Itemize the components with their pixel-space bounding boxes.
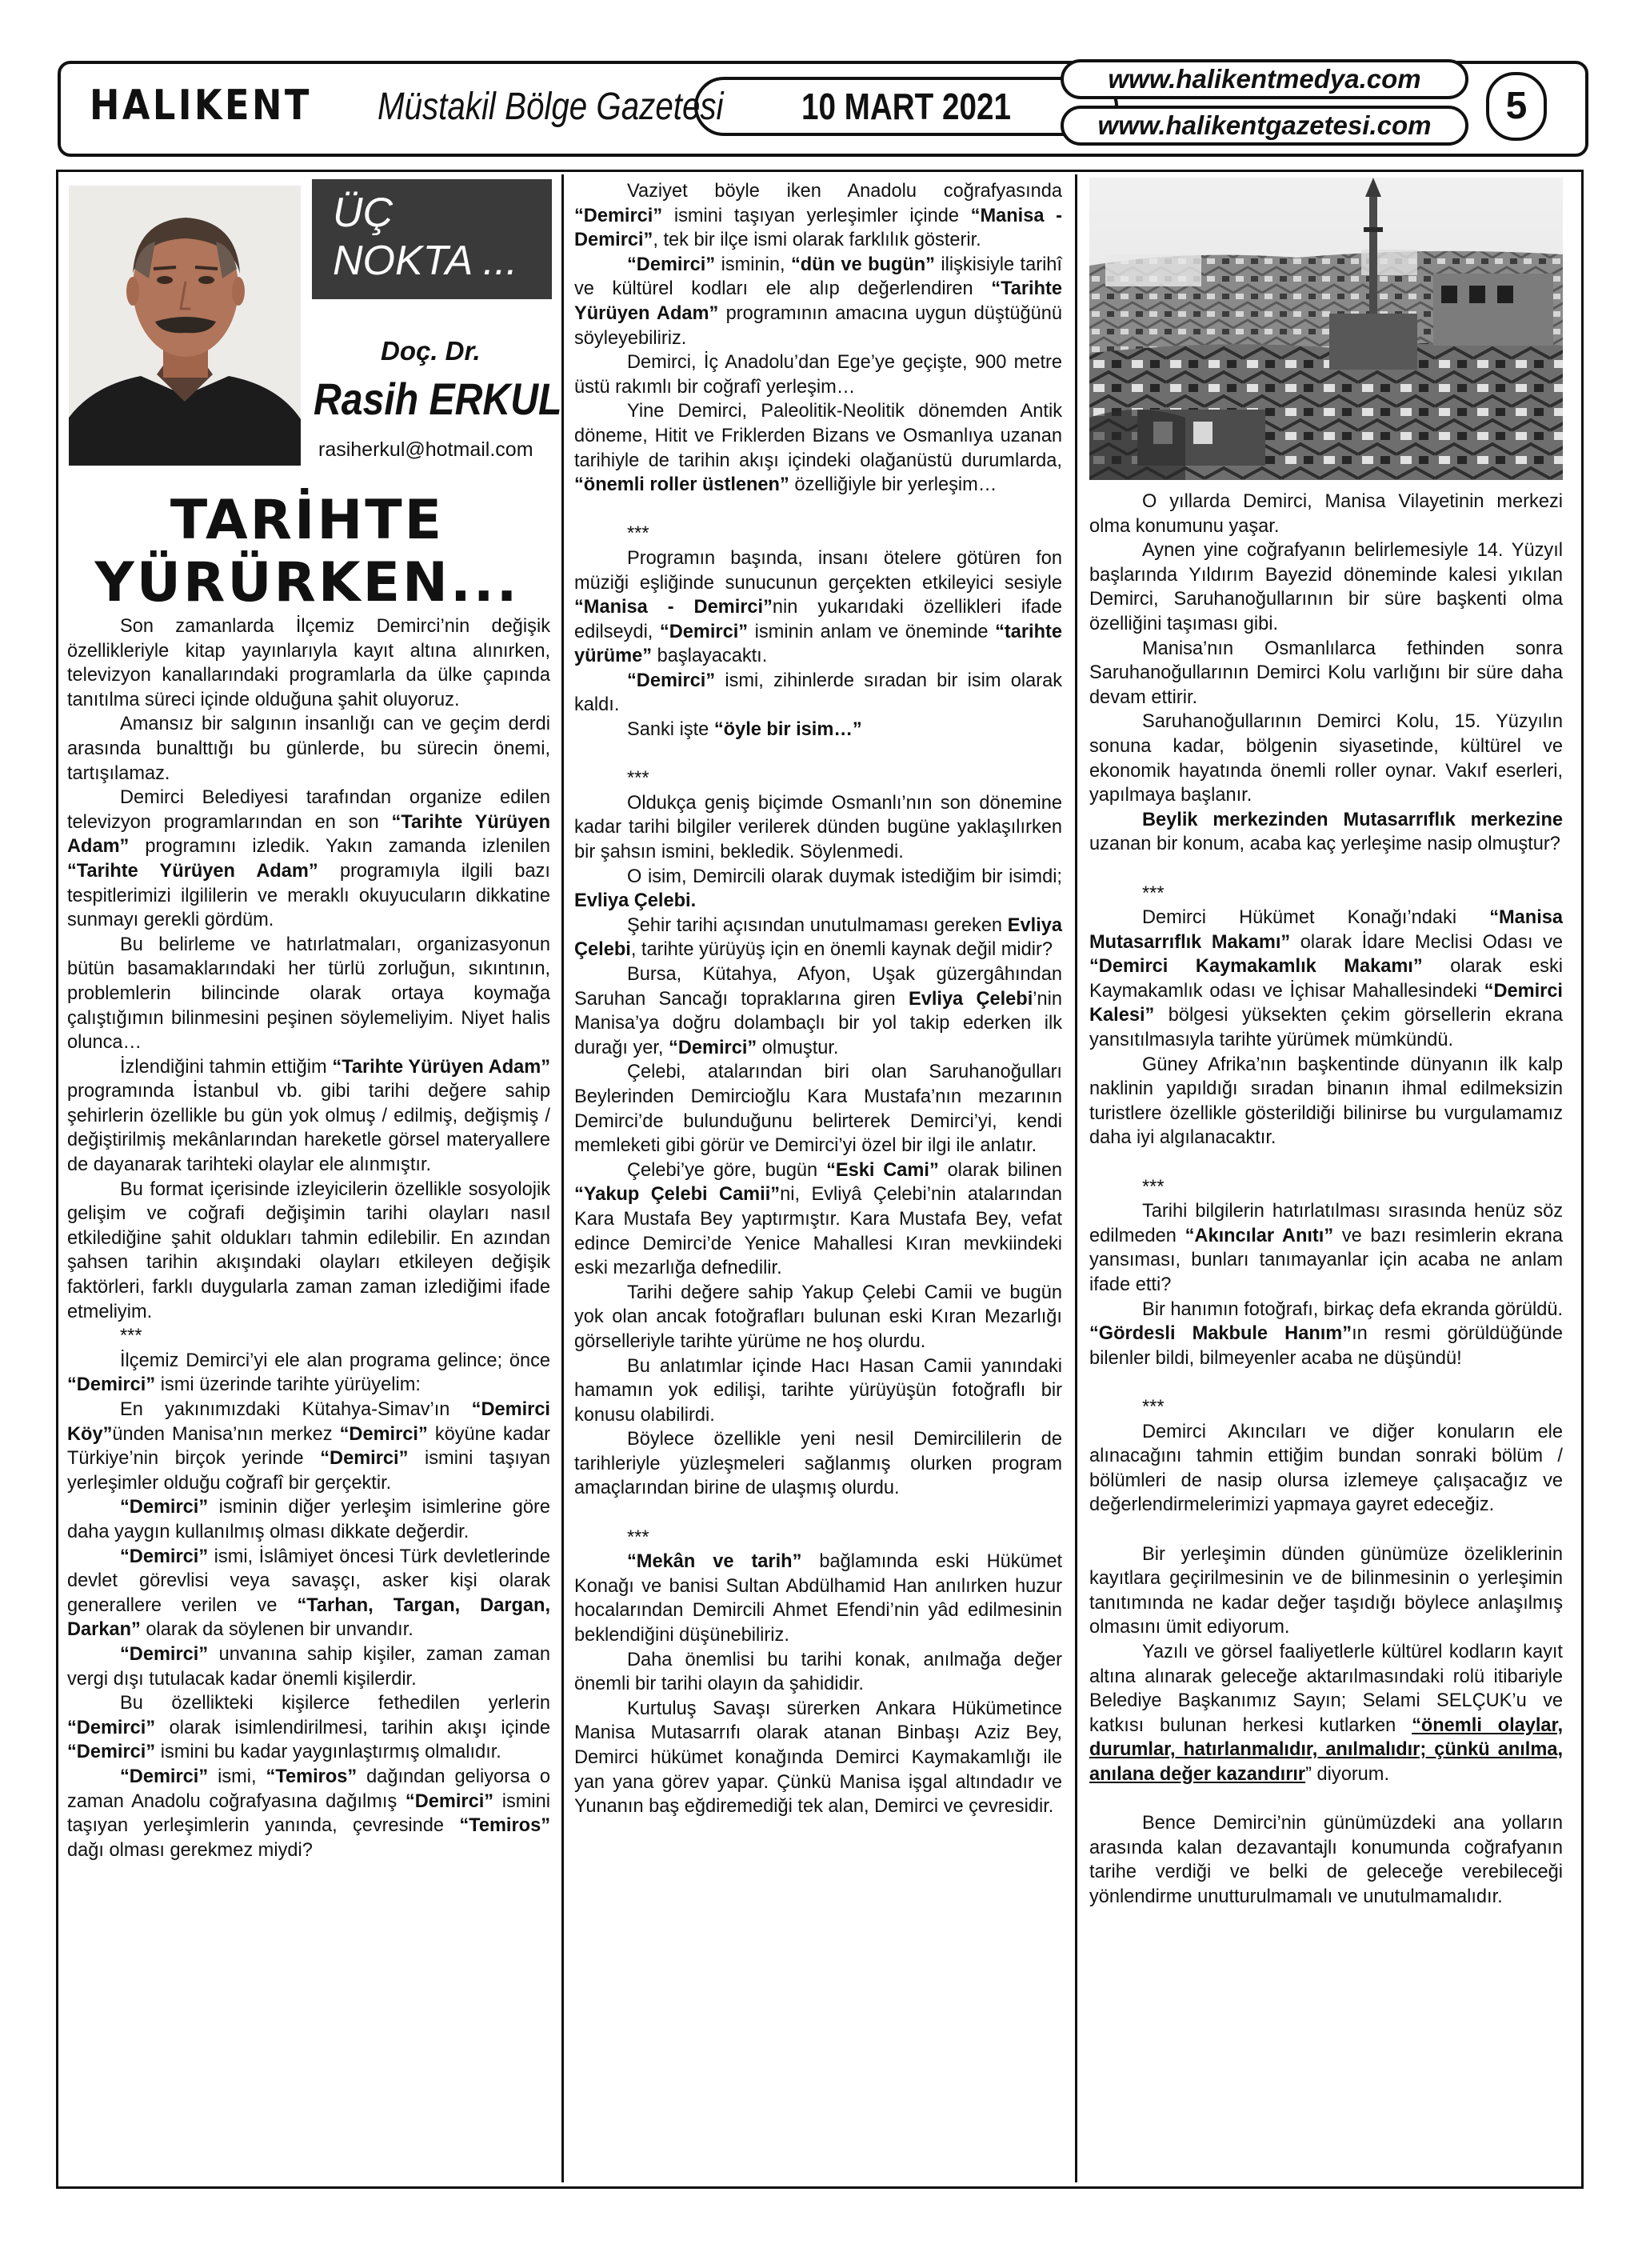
author-portrait-image <box>69 186 301 466</box>
website-link-2-text: www.halikentgazetesi.com <box>1097 110 1432 140</box>
article-paragraph: Yazılı ve görsel faaliyetlerle kültürel kodların kayıt altına alınarak geleceğe aktarılmasındaki rolü itibariyle Belediye Başkanımız Sayın; Selami SELÇUK’u ve katkısı bulunan herkesi kutlarken “önemli olaylar, durumlar, hatırlanmalıdır, anılmalıdır; çünkü anılma, anılana değer kazandırır” diyorum. <box>1089 1641 1563 1785</box>
paragraph-spacer <box>1089 1150 1563 1175</box>
article-paragraph: En yakınımızdaki Kütahya-Simav’ın “Demirci Köy”ünden Manisa’nın merkez “Demirci” köyüne kadar Türkiye’nin birçok yerinde “Demirci” ismini taşıyan yerleşimler olduğu coğrafî bir gerçektir. <box>67 1399 551 1494</box>
article-paragraph: Son zamanlarda İlçemiz Demirci’nin değişik özellikleriyle kitap yayınlarıyla kayıt altına alınırken, televizyon kanallarındaki programlarla da ülke çapında tanıtılma süreci içinde olduğuna şahit oluyoruz. <box>67 616 550 710</box>
author-title: Doç. Dr. <box>381 336 481 366</box>
article-paragraph: Kurtuluş Savaşı sürerken Ankara Hükümetince Manisa Mutasarrıfı olarak atanan Binbaşı Aziz Bey, Demirci hükümet konağında Demirci Kaymakamlığı ile yan yana görev yapar. Çünkü Manisa işgal altındadır ve Yunanın baş eğdiremediği tek alan, Demirci ve çevresidir. <box>574 1698 1062 1818</box>
article-paragraph: “Demirci” ismi, zihinlerde sıradan bir isim olarak kaldı. <box>574 670 1062 716</box>
masthead <box>58 61 1588 157</box>
brand-subtitle: Müstakil Bölge Gazetesi <box>378 86 724 128</box>
article-paragraph: O yıllarda Demirci, Manisa Vilayetinin merkezi olma konumunu yaşar. <box>1089 491 1563 537</box>
article-paragraph: Şehir tarihi açısından unutulmaması gereken Evliya Çelebi, tarihte yürüyüş için en önemli kaynak değil midir? <box>574 914 1062 961</box>
article-paragraph: “Demirci” isminin diğer yerleşim isimlerine göre daha yaygın kullanılmış olması dikkate değerdir. <box>67 1497 550 1542</box>
page-number-text: 5 <box>1505 85 1528 127</box>
article-paragraph: Çelebi, atalarından biri olan Saruhanoğulları Beylerinden Demircioğlu Kara Mustafa’nın mezarının Demirci’de bulunduğunu belirterek Demirci’yi, kendi memleketi gibi görür ve Demirci’yi özel bir ilgi ile anlatır. <box>574 1062 1062 1157</box>
article-paragraph: Bu format içerisinde izleyicilerin özellikle sosyolojik gelişim ve coğrafi değişimin tarihi olayları nasıl etkilediğine şahit oldukları tahmin edilebilir. En azından şahsen tarihin akışındaki olayları etkileyen değişik faktörleri, farklı duygularla zaman zaman izlediğimi ifade etmeliyim. <box>67 1178 550 1322</box>
section-separator: *** <box>627 1526 649 1548</box>
page-number <box>1486 72 1547 141</box>
article-paragraph: “Demirci” ismi, “Temiros” dağından geliyorsa o zaman Anadolu coğrafyasına dağılmış “Demirci” ismini taşıyan yerleşimlerin yanında, çevresinde “Temiros” dağı olması gerekmez miydi? <box>67 1766 550 1861</box>
paragraph-spacer <box>1089 857 1563 882</box>
article-paragraph: “Mekân ve tarih” bağlamında eski Hükümet Konağı ve banisi Sultan Abdülhamid Han anılırken huzur hocalarından Demircili Ahmet Efendi’nin yâd edilmesinin beklendiğini düşünebiliriz. <box>574 1551 1062 1646</box>
article-paragraph: Böylece özellikle yeni nesil Demircililerin de tarihleriyle yüzleşmeleri sağlanmış olurken program amaçlarından birine de ulaşmış olurdu. <box>574 1429 1062 1499</box>
section-separator: *** <box>1142 1396 1165 1418</box>
article-paragraph: Tarihi değere sahip Yakup Çelebi Camii ve bugün yok olan ancak fotoğrafları bulunan eski Kıran Mezarlığı görselleriyle tarihte yürüme ne hoş olurdu. <box>574 1282 1062 1352</box>
article-paragraph: Bir yerleşimin dünden günümüze özeliklerinin kayıtlara geçirilmesinin ve de bilinmesinin o yerleşimin tanıtımında ne kadar değer taşıdığı böylece anlaşılmış olmasını ümit ediyorum. <box>1089 1543 1563 1638</box>
column-divider <box>561 174 564 2182</box>
article-paragraph: Tarihi bilgilerin hatırlatılması sırasında henüz söz edilmeden “Akıncılar Anıtı” ve bazı resimlerin ekrana yansıması, bunları tanımayanlar için acaba ne anlam ifade etti? <box>1089 1201 1563 1295</box>
article-paragraph: İzlendiğini tahmin ettiğim “Tarihte Yürüyen Adam” programında İstanbul vb. gibi tarihi değere sahip şehirlerin özellikle bu gün yok olmuş / edilmiş, değişmiş / değiştirilmiş mekânlarından hareketle görsel materyallere de dayanarak tarihteki olaylar ele alınmıştır. <box>67 1056 550 1176</box>
article-paragraph: “Demirci” unvanına sahip kişiler, zaman zaman vergi dışı tutulacak kadar önemli kişilerdir. <box>67 1643 550 1690</box>
author-email[interactable]: rasiherkul@hotmail.com <box>318 438 533 461</box>
article-paragraph: Bu özellikteki kişilerce fethedilen yerlerin “Demirci” olarak isimlendirilmesi, tarihin akışı içinde “Demirci” ismini bu kadar yaygınlaştırmış olmalıdır. <box>67 1693 550 1763</box>
article-paragraph: O isim, Demircili olarak duymak istediğim bir isimdi; Evliya Çelebi. <box>574 866 1062 912</box>
website-link-1-text: www.halikentmedya.com <box>1108 64 1421 94</box>
article-paragraph: Amansız bir salgının insanlığı can ve geçim derdi arasında bunalttığı bu günlerde, bu sürecin önemi, tartışılamaz. <box>67 714 550 784</box>
article-paragraph: Demirci Belediyesi tarafından organize edilen televizyon programlarından en son “Tarihte Yürüyen Adam” programını izledik. Yakın zamanda izlenilen “Tarihte Yürüyen Adam” programıyla ilgili bazı tespitlerimizi ilgililerin ve meraklı okuyucuların dikkatine sunmayı gerekli gördüm. <box>67 787 550 931</box>
issue-date <box>694 77 1118 136</box>
article-paragraph: Oldukça geniş biçimde Osmanlı’nın son dönemine kadar tarihi bilgiler verilerek dünden bugüne yaklaşılırken bir şahsın ismini, bekledik. Söylenmedi. <box>574 792 1062 863</box>
section-separator: *** <box>1142 1176 1165 1198</box>
paragraph-spacer <box>574 1501 1062 1526</box>
column-section-label <box>312 179 552 299</box>
article-paragraph: “Demirci” ismi, İslâmiyet öncesi Türk devletlerinde devlet görevlisi veya savaşçı, asker kişi olarak generallere verilen ve “Tarhan, Targan, Dargan, Darkan” olarak da söylenen bir unvandır. <box>67 1546 551 1641</box>
article-paragraph: Programın başında, insanı ötelere götüren fon müziği eşliğinde sunucunun gerçekten etkileyici sesiyle “Manisa - Demirci”nin yukarıdaki özellikleri ifade edilseydi, “Demirci” isminin anlam ve öneminde “tarihte yürüme” başlayacaktı. <box>574 547 1062 667</box>
article-paragraph: Demirci Hükümet Konağı’ndaki “Manisa Mutasarrıflık Makamı” olarak İdare Meclisi Odası ve “Demirci Kaymakamlık Makamı” olarak eski Kaymakamlık odası ve İçhisar Mahallesindeki “Demirci Kalesi” bölgesi yüksekten çekim görsellerin ekrana yansıtılmasıyla tarihte yürümek mümkündü. <box>1089 907 1563 1051</box>
section-separator: *** <box>120 1326 142 1347</box>
article-paragraph: Saruhanoğullarının Demirci Kolu, 15. Yüzyılın sonuna kadar, bölgenin siyasetinde, kültürel ve ekonomik hayatında önemli roller oynar. Vakıf eserleri, yapılmaya başlanır. <box>1089 711 1563 806</box>
article-paragraph: Beylik merkezinden Mutasarrıflık merkezine uzanan bir konum, acaba kaç yerleşime nasip olmuştur? <box>1089 809 1563 855</box>
article-paragraph: Bursa, Kütahya, Afyon, Uşak güzergâhından Saruhan Sancağı topraklarına giren Evliya Çelebi’nin Manisa’ya doğru dolambaçlı bir yol takip ederken ilk durağı yer, “Demirci” olmuştur. <box>574 964 1062 1058</box>
paragraph-spacer <box>574 498 1062 522</box>
article-paragraph: İlçemiz Demirci’yi ele alan programa gelince; önce “Demirci” ismi üzerinde tarihte yürüyelim: <box>67 1350 550 1396</box>
article-paragraph: Vaziyet böyle iken Anadolu coğrafyasında “Demirci” ismini taşıyan yerleşimler içinde “Manisa - Demirci”, tek bir ilçe ismi olarak farklılık gösterir. <box>574 181 1062 251</box>
article-paragraph: “Demirci” isminin, “dün ve bugün” ilişkisiyle tarihî ve kültürel kodları ele alıp değerlendiren “Tarihte Yürüyen Adam” programının amacına uygun düştüğünü söyleyebiliriz. <box>574 254 1062 349</box>
article-paragraph: Bence Demirci’nin günümüzdeki ana yolların arasında kalan dezavantajlı konumunda coğrafyanın tarihe verdiği ve belki de geleceğe verebileceği yönlendirme unutturulmamalı ve unutulmamalıdır. <box>1089 1813 1563 1907</box>
article-paragraph: Güney Afrika’nın başkentinde dünyanın ilk kalp naklinin yapıldığı sıradan binanın ihmal edilmeksizin turistlere özellikle gösterildiği bilinirse bu vurgulamamız daha iyi algılanacaktır. <box>1089 1054 1563 1149</box>
article-paragraph: Bu anlatımlar içinde Hacı Hasan Camii yanındaki hamamın yok edilişi, tarihte yürüyüşün fotoğraflı bir konusu olabilirdi. <box>574 1355 1062 1426</box>
article-paragraph: Sanki işte “öyle bir isim…” <box>627 719 862 741</box>
article-paragraph: Aynen yine coğrafyanın belirlemesiyle 14. Yüzyıl başlarında Yıldırım Bayezid döneminde kalesi yıkılan Demirci, Saruhanoğullarının bir süre başkenti olma özelliğini taşıması gibi. <box>1089 540 1563 634</box>
section-separator: *** <box>627 768 649 790</box>
article-headline-line1: TARİHTE <box>170 489 445 552</box>
website-link-2[interactable] <box>1061 106 1468 146</box>
article-paragraph: Bu belirleme ve hatırlatmaları, organizasyonun bütün basamaklarındaki her türlü zorluğun, sıkıntının, problemlerin bilincinde olarak ortaya koymağa çalıştığımın bilinmesini peşinen söylemeliyim. Niyet halis olunca… <box>67 934 550 1054</box>
author-name: Rasih ERKUL <box>314 374 562 424</box>
article-paragraph: Bir hanımın fotoğrafı, birkaç defa ekranda görüldü. “Gördesli Makbule Hanım”ın resmi görüldüğünde bilenler bildi, bilmeyenler acaba ne düşündü! <box>1089 1298 1564 1369</box>
section-separator: *** <box>1142 882 1165 904</box>
article-paragraph: Çelebi’ye göre, bugün “Eski Cami” olarak bilinen “Yakup Çelebi Camii”ni, Evliyâ Çelebi’nin atalarından Kara Mustafa Bey yaptırmıştır. Kara Mustafa Bey, vefat edince Demirci’de Yenice Mahallesi Kıran mevkiindeki eski mezarlığa defnedilir. <box>574 1159 1062 1279</box>
article-paragraph: Manisa’nın Osmanlılarca fethinden sonra Saruhanoğullarının Demirci Kolu varlığını bir süre daha devam ettirir. <box>1089 638 1563 708</box>
historic-town-photo-image <box>1089 178 1563 480</box>
paragraph-spacer <box>574 742 1062 767</box>
article-column-3 <box>1089 490 1563 1909</box>
article-column-2 <box>574 179 1062 1819</box>
article-paragraph: Yine Demirci, Paleolitik-Neolitik dönemden Antik döneme, Hitit ve Friklerden Bizans ve Osmanlıya uzanan tarihiyle de tarihin akışı içindeki olağanüstü durumlarda, “önemli roller üstlenen” özelliğiyle bir yerleşim… <box>574 401 1062 496</box>
author-portrait <box>69 186 301 466</box>
paragraph-spacer <box>1089 1370 1563 1395</box>
paragraph-spacer <box>1089 1786 1563 1811</box>
paragraph-spacer <box>1089 1518 1563 1542</box>
article-paragraph: Demirci, İç Anadolu’dan Ege’ye geçişte, 900 metre üstü rakımlı bir coğrafî yerleşim… <box>574 352 1062 398</box>
issue-date-text: 10 MART 2021 <box>801 86 1011 127</box>
article-paragraph: Daha önemlisi bu tarihi konak, anılmağa değer önemli bir tarihi olayın da şahididir. <box>574 1649 1062 1695</box>
article-column-1 <box>67 614 550 1862</box>
historic-town-photo <box>1089 178 1563 480</box>
article-paragraph: Demirci Akıncıları ve diğer konuların ele alınacağını tahmin ettiğim bundan sonraki bölüm / bölümleri de nasip olursa izlemeye çalışacağız ve değerlendirmelerimizi yapmaya gayret edeceğiz. <box>1089 1421 1563 1516</box>
article-headline-line2: YÜRÜRKEN... <box>94 551 520 614</box>
section-label-line2: NOKTA ... <box>333 238 518 284</box>
brand-name: HALIKENT <box>90 82 312 130</box>
section-label-line1: ÜÇ <box>333 190 394 236</box>
column-divider <box>1075 174 1077 2182</box>
website-link-1[interactable] <box>1061 59 1468 99</box>
section-separator: *** <box>627 523 649 545</box>
